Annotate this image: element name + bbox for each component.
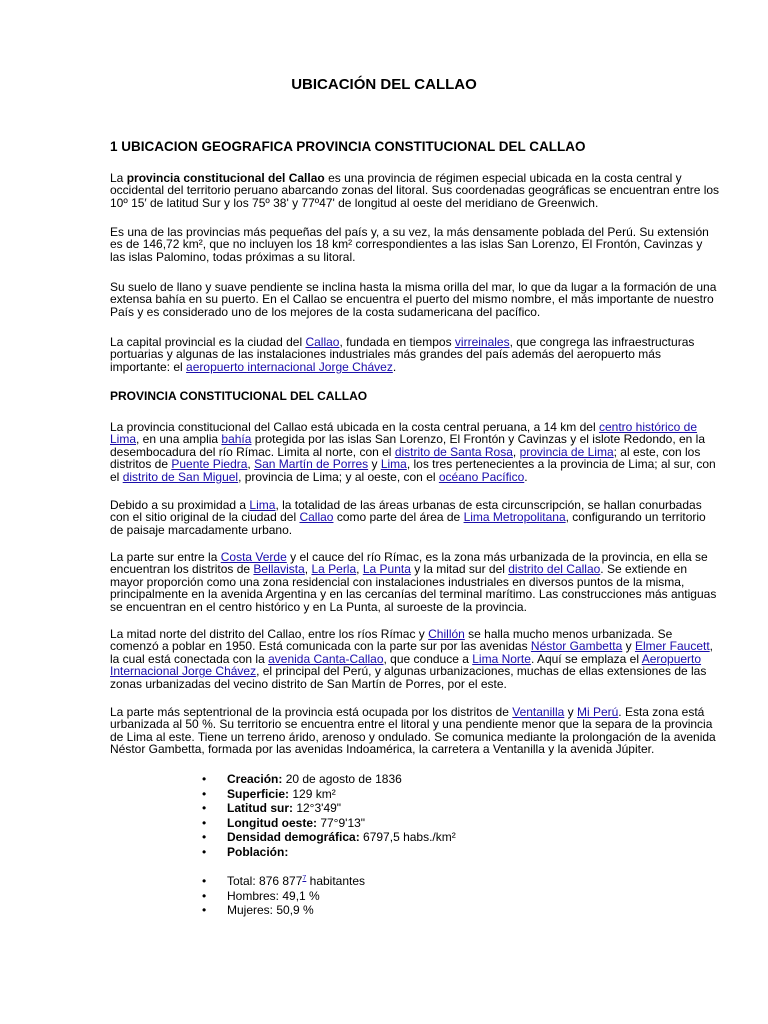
paragraph-north [110, 628, 720, 690]
paragraph-terrain: Su suelo de llano y suave pendiente se inclina hasta la misma orilla del mar, lo que da lugar a la formación de una extensa bahía en su puerto. En el Callao se encuentra el puerto del mismo nombre, el más importante de nuestro País y es considerado uno de los mejores de la costa sudamericana del pacífico. [110, 280, 717, 319]
fact-label: Longitud oeste: [227, 815, 317, 830]
population-total [110, 874, 710, 889]
text: es una provincia de régimen especial ubicada en la costa central y occidental del territorio peruano abarcando zonas del litoral. Sus coordenadas geográficas se encuentran entre los 10º 15′ de latitud Sur y los 75º 38' y 77º47' de longitud al oeste del meridiano de Greenwich. [110, 171, 720, 210]
text: La parte sur entre la [110, 550, 221, 564]
section-heading-geographic: 1 UBICACION GEOGRAFICA PROVINCIA CONSTITUCIONAL DEL CALLAO [110, 139, 586, 154]
link-distrito-callao[interactable]: distrito del Callao [508, 562, 601, 577]
link-provincia-lima[interactable]: provincia de Lima [519, 444, 614, 459]
population-men-text: Hombres: 49,1 % [227, 888, 320, 903]
link-bellavista[interactable]: Bellavista [253, 562, 305, 577]
fact-item [110, 816, 710, 831]
paragraph-population-density: Es una de las provincias más pequeñas del país y, a su vez, la más densamente poblada del Perú. Su extensión es de 146,72 km², que no incluyen los 18 km² correspondientes a las islas San Lorenzo, El Frontón, Cavinzas y las islas Palomino, todas próximas a su litoral. [110, 225, 709, 264]
link-oceano-pacifico[interactable]: océano Pacífico [438, 469, 525, 484]
link-lima-metropolitana[interactable]: Lima Metropolitana [463, 510, 566, 525]
link-elmer-faucett[interactable]: Elmer Faucett [634, 639, 710, 654]
fact-item [110, 801, 710, 816]
bullet-icon: • [202, 815, 207, 830]
bullet-icon: • [202, 830, 207, 845]
population-men [110, 889, 710, 904]
fact-item [110, 845, 710, 860]
text: y [564, 705, 577, 719]
fact-item [110, 787, 710, 802]
fact-label: Latitud sur: [227, 801, 293, 816]
population-women-text: Mujeres: 50,9 % [227, 903, 314, 918]
text: , que congrega las infraestructuras portuarias y algunas de las instalaciones industriales más grandes del país además del aeropuerto más importante: el [110, 335, 695, 374]
fact-label: Superficie: [227, 786, 290, 801]
bold-term: provincia constitucional del Callao [126, 171, 325, 185]
bullet-icon: • [202, 844, 207, 859]
text: , [247, 457, 255, 472]
text: protegida por las islas San Lorenzo, El Frontón y Cavinzas y el islote Redondo, en la desembocadura del río Rímac. Limita al norte, con el [110, 432, 706, 459]
link-la-perla[interactable]: La Perla [311, 562, 357, 577]
bullet-icon: • [202, 801, 207, 816]
link-mi-peru[interactable]: Mi Perú [576, 705, 619, 719]
text: , que conduce a [383, 651, 473, 666]
population-women [110, 903, 710, 918]
text: . [524, 469, 528, 484]
document-title: UBICACIÓN DEL CALLAO [291, 76, 477, 93]
text: La provincia constitucional del Callao está ubicada en la costa central peruana, a 14 km del [110, 420, 599, 434]
fact-value: 77°9'13" [317, 815, 366, 830]
fact-label: Densidad demográfica: [227, 830, 360, 845]
text: y [368, 457, 381, 472]
link-lima[interactable]: Lima [380, 457, 407, 472]
text: , [304, 562, 312, 577]
population-total-text: Total: 876 877 [227, 874, 303, 888]
paragraph-septentrional [110, 706, 720, 756]
link-lima[interactable]: Lima [249, 498, 276, 512]
text: . Aquí se emplaza el [530, 651, 642, 666]
text: . Esta zona está urbanizada al 50 %. Su territorio se encuentra entre el litoral y una pendiente menor que la separa de la provincia de Lima al este. Tiene un terreno árido, arenoso y ondulado. Se comunica mediante la prolongación de la avenida Néstor Gambetta, formada por las avenidas Indoamérica, la carretera a Ventanilla y la avenida Júpiter. [110, 705, 716, 757]
link-bahia[interactable]: bahía [221, 432, 252, 447]
paragraph-capital [110, 336, 720, 373]
text: Debido a su proximidad a [110, 498, 250, 512]
reference-link[interactable]: 7 [302, 875, 307, 882]
fact-value: 20 de agosto de 1836 [282, 772, 402, 786]
fact-value: 6797,5 habs./km² [359, 830, 456, 845]
link-aeropuerto-internacional[interactable]: Aeropuerto Internacional Jorge Chávez [110, 651, 702, 679]
population-total-suffix: habitantes [306, 874, 366, 888]
text: se halla mucho menos urbanizada. Se comenzó a poblar en 1950. Está comunicada con la parte sur por las avenidas [110, 627, 673, 654]
link-ventanilla[interactable]: Ventanilla [512, 705, 565, 719]
link-san-martin[interactable]: San Martín de Porres [254, 457, 369, 472]
link-san-miguel[interactable]: distrito de San Miguel [122, 469, 239, 484]
link-callao[interactable]: Callao [305, 335, 340, 349]
section-heading-province: PROVINCIA CONSTITUCIONAL DEL CALLAO [110, 389, 368, 403]
text: , los tres pertenecientes a la provincia de Lima; al sur, con el [110, 457, 716, 484]
text: y la mitad sur del [410, 562, 509, 577]
link-callao[interactable]: Callao [299, 510, 334, 525]
paragraph-south [110, 551, 720, 613]
link-la-punta[interactable]: La Punta [362, 562, 411, 577]
text: ; al este, con los distritos de [110, 444, 701, 472]
text: como parte del área de [333, 510, 464, 525]
text: y [622, 639, 635, 654]
bullet-icon: • [202, 903, 207, 918]
bullet-icon: • [202, 888, 207, 903]
link-canta-callao[interactable]: avenida Canta-Callao [268, 651, 384, 666]
text: La [110, 171, 127, 185]
fact-item [110, 830, 710, 845]
paragraph-location [110, 421, 720, 483]
fact-value: 129 km² [289, 786, 336, 801]
link-santa-rosa[interactable]: distrito de Santa Rosa [394, 444, 513, 459]
bullet-icon: • [202, 772, 207, 786]
link-nestor-gambetta[interactable]: Néstor Gambetta [530, 639, 623, 654]
text: La mitad norte del distrito del Callao, entre los ríos Rímac y [110, 627, 429, 641]
fact-item [110, 772, 710, 787]
population-list [110, 874, 710, 918]
link-lima-norte[interactable]: Lima Norte [472, 651, 531, 666]
text: , [512, 444, 520, 459]
link-centro-historico[interactable]: centro histórico de Lima [110, 420, 698, 447]
text: La parte más septentrional de la provincia está ocupada por los distritos de [110, 705, 513, 719]
text: , en una amplia [136, 432, 222, 447]
text: , configurando un territorio de paisaje marcadamente urbano. [110, 510, 706, 537]
facts-list [110, 772, 710, 860]
text: . Se extiende en mayor proporción como una zona residencial con instalaciones industriales en diversos puntos de la misma, principalmente en la avenida Argentina y en las cercanías del terminal marítimo. Las construcciones más antiguas se encuentran en el centro histórico y en La Punta, al suroeste de la provincia. [110, 562, 717, 614]
fact-label: Población: [227, 844, 289, 859]
paragraph-proximity [110, 499, 720, 536]
text: , fundada en tiempos [339, 335, 455, 349]
fact-value: 12°3'49" [293, 801, 342, 816]
text: La capital provincial es la ciudad del [110, 335, 306, 349]
text: , [356, 562, 363, 577]
text: , la totalidad de las áreas urbanas de esta circunscripción, se hallan conurbadas con el sitio original de la ciudad del [110, 498, 702, 525]
link-virreinales[interactable]: virreinales [454, 335, 510, 349]
fact-label: Creación: [227, 772, 283, 786]
text: , el principal del Perú, y algunas urbanizaciones, muchas de ellas extensiones de las zonas urbanizadas del vecino distrito de San Martín de Porres, por el este. [110, 664, 707, 691]
text: , la cual está conectada con la [110, 639, 714, 666]
bullet-icon: • [202, 874, 207, 888]
link-puente-piedra[interactable]: Puente Piedra [171, 457, 248, 472]
text: , provincia de Lima; y al oeste, con el [238, 469, 439, 484]
link-costa-verde[interactable]: Costa Verde [220, 550, 287, 564]
link-chillon[interactable]: Chillón [428, 627, 465, 641]
paragraph-intro [110, 172, 720, 209]
bullet-icon: • [202, 786, 207, 801]
link-aeropuerto[interactable]: aeropuerto internacional Jorge Chávez [186, 359, 393, 374]
text: y el cauce del río Rímac, es la zona más urbanizada de la provincia, en ella se encuentran los distritos de [110, 550, 708, 577]
text: . [392, 359, 397, 374]
